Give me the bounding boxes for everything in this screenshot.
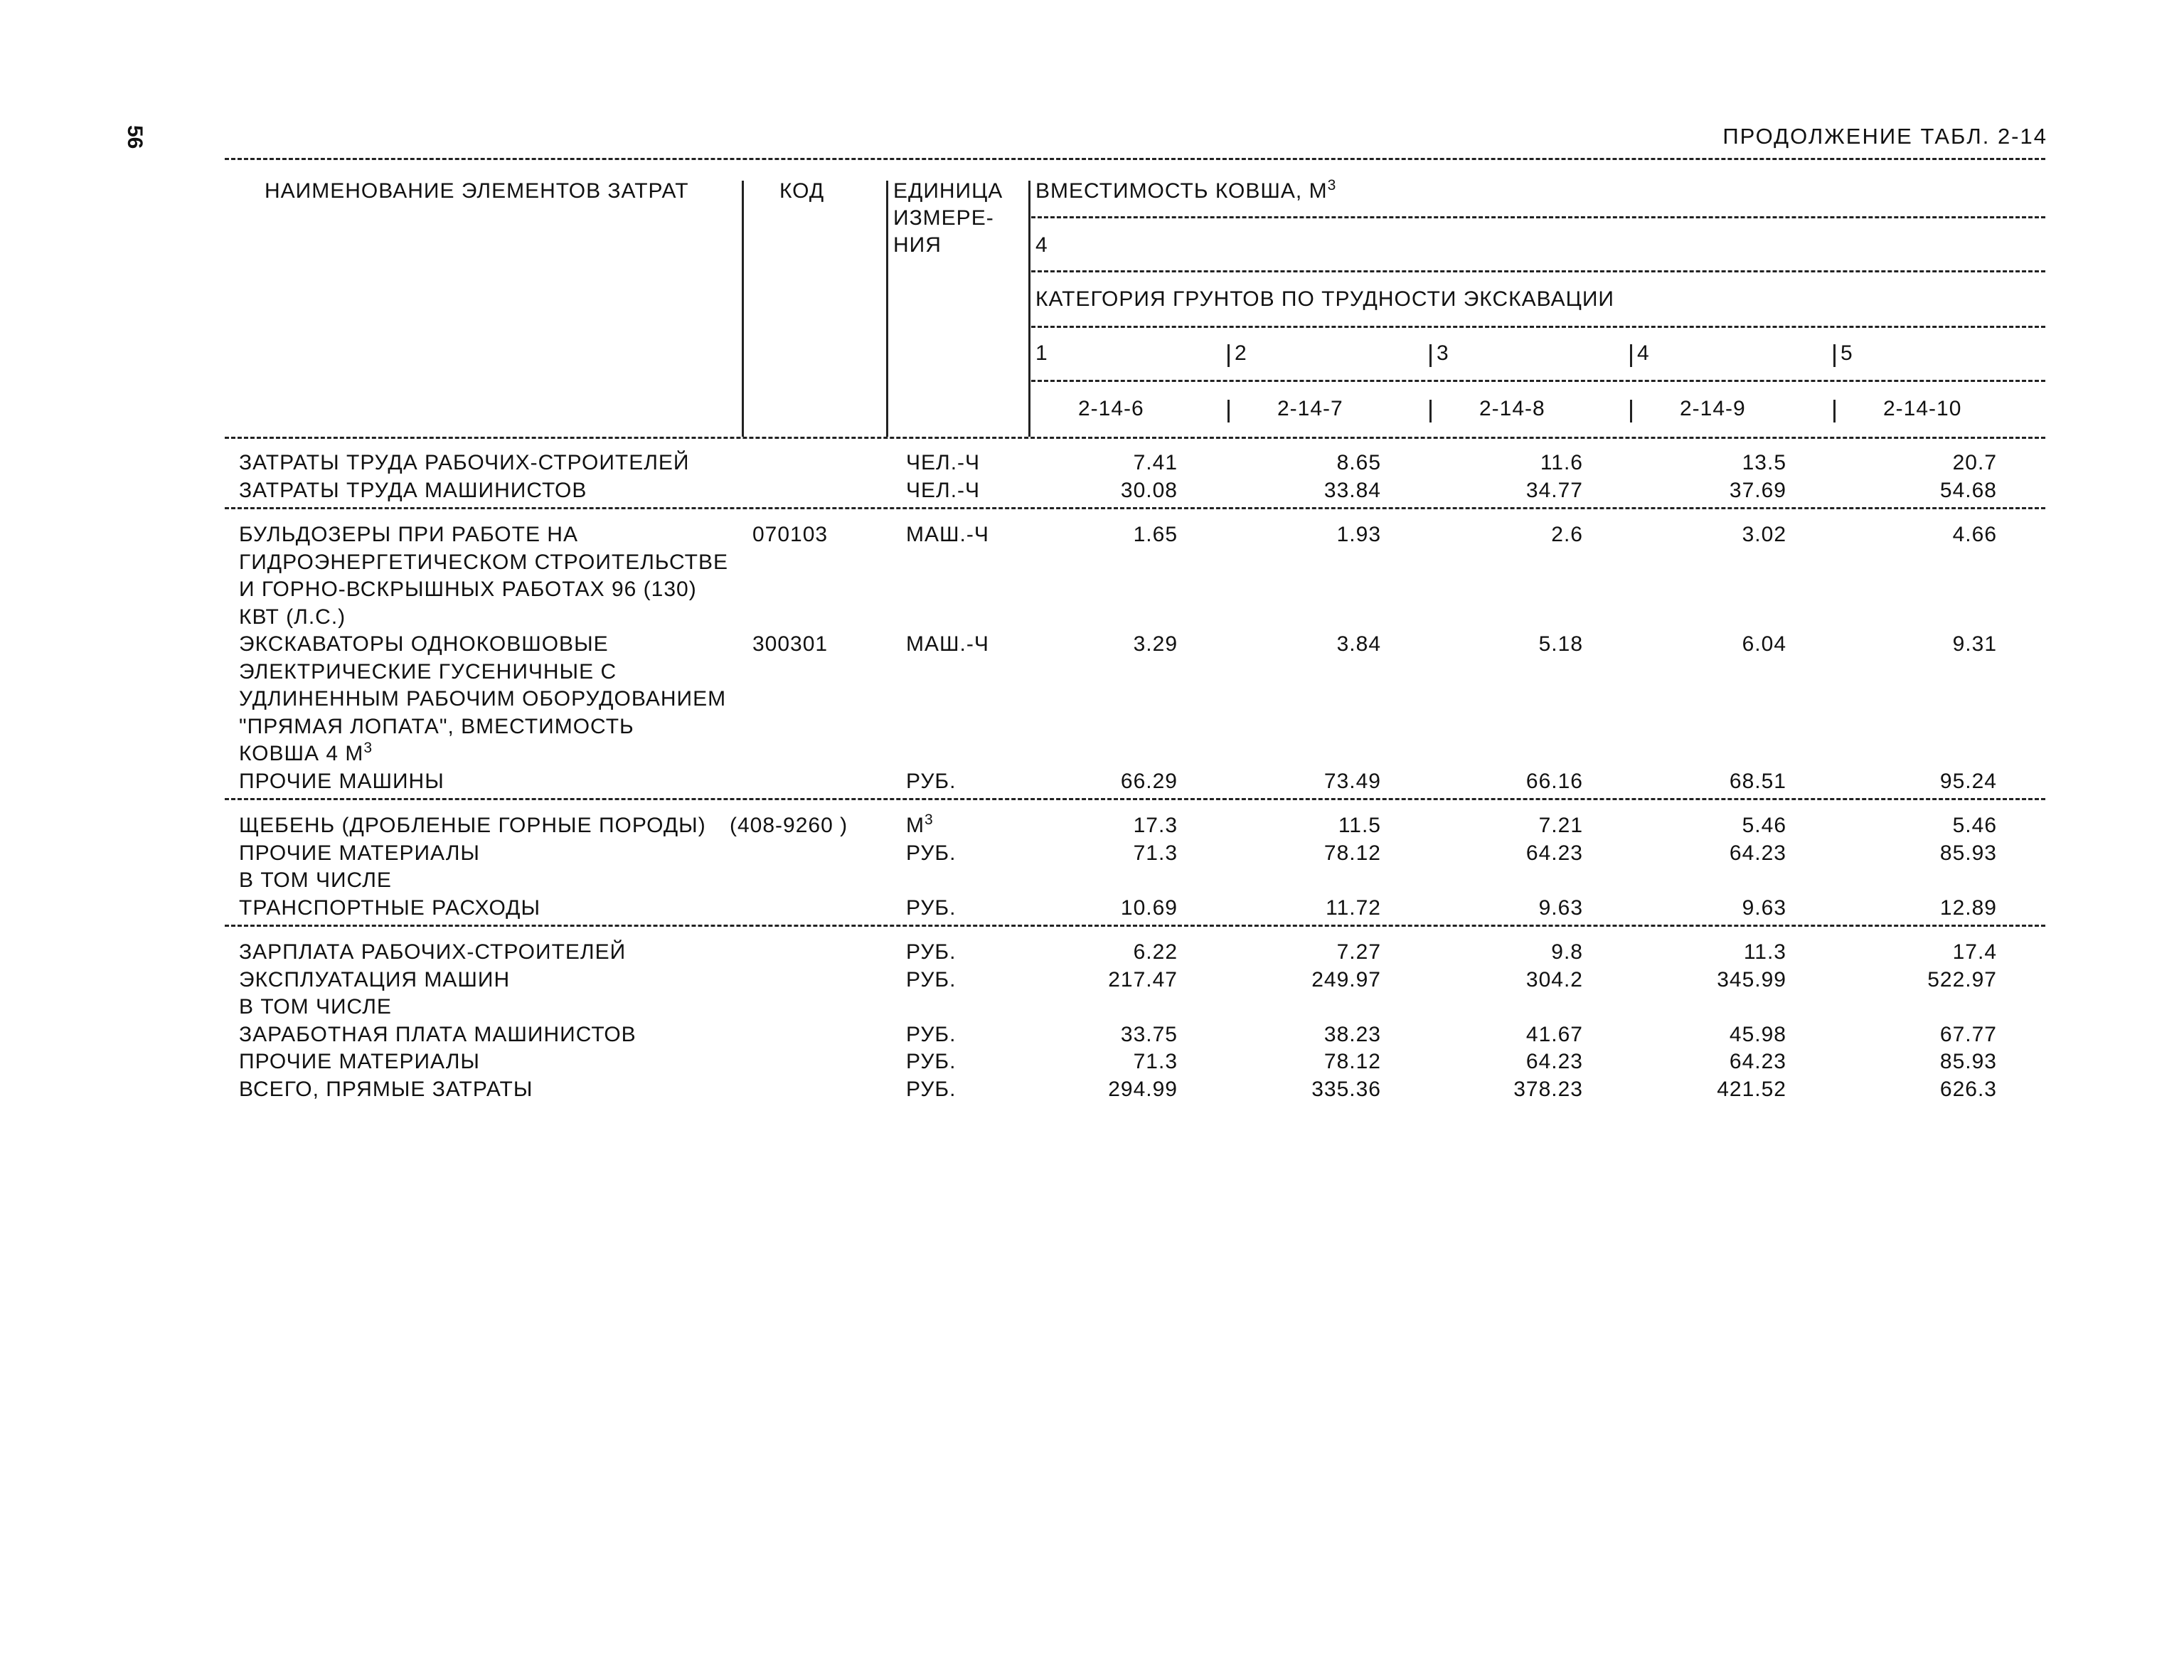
row-name: ПРОЧИЕ МАТЕРИАЛЫ <box>239 1050 480 1073</box>
row-value: 1.93 <box>1336 523 1381 546</box>
row-name: ЭЛЕКТРИЧЕСКИЕ ГУСЕНИЧНЫЕ С <box>239 659 617 684</box>
row-value: 95.24 <box>1939 769 1997 793</box>
soil-category-5: 5 <box>1841 341 1853 365</box>
table-caption: ПРОДОЛЖЕНИЕ ТАБЛ. 2-14 <box>1722 124 2047 149</box>
row-value: 11.5 <box>1338 814 1381 837</box>
row-value: 10.69 <box>1120 895 1178 920</box>
category-separator <box>1833 344 1836 367</box>
header-code-column: КОД <box>779 179 825 203</box>
row-name: БУЛЬДОЗЕРЫ ПРИ РАБОТЕ НА <box>239 523 578 546</box>
row-value: 249.97 <box>1311 967 1381 991</box>
row-value: 11.6 <box>1540 451 1583 474</box>
soil-category-4: 4 <box>1637 341 1650 365</box>
row-name: ЗАТРАТЫ ТРУДА РАБОЧИХ-СТРОИТЕЛЕЙ <box>239 451 690 474</box>
row-value: 1.65 <box>1133 523 1178 546</box>
row-name: ГИДРОЭНЕРГЕТИЧЕСКОМ СТРОИТЕЛЬСТВЕ <box>239 550 728 574</box>
row-value: 6.22 <box>1133 940 1178 964</box>
row-value: 33.84 <box>1323 478 1381 502</box>
cost-table <box>225 158 2045 1154</box>
row-unit: РУБ. <box>906 940 957 964</box>
row-unit: РУБ. <box>906 967 957 991</box>
header-unit-line-1: ЕДИНИЦА <box>893 179 1003 203</box>
row-name: В ТОМ ЧИСЛЕ <box>239 868 392 892</box>
row-name: ПРОЧИЕ МАТЕРИАЛЫ <box>239 841 480 865</box>
row-value: 30.08 <box>1120 478 1178 502</box>
norm-code-2-14-7: 2-14-7 <box>1277 397 1343 420</box>
row-unit: РУБ. <box>906 841 957 865</box>
row-value: 3.84 <box>1336 632 1381 656</box>
soil-category-2: 2 <box>1235 341 1247 365</box>
norm-code-2-14-9: 2-14-9 <box>1680 397 1746 420</box>
row-code: 300301 <box>752 632 829 656</box>
header-separator <box>1028 181 1030 437</box>
bucket-capacity-value: 4 <box>1035 233 1048 257</box>
row-value: 85.93 <box>1939 841 1997 865</box>
header-unit-line-2: ИЗМЕРЕ- <box>893 206 994 230</box>
row-unit: ЧЕЛ.-Ч <box>906 451 981 474</box>
header-rule <box>1031 270 2045 272</box>
row-unit: РУБ. <box>906 895 957 920</box>
row-value: 304.2 <box>1525 967 1583 991</box>
header-separator <box>742 181 744 437</box>
row-name: ЩЕБЕНЬ (ДРОБЛЕНЫЕ ГОРНЫЕ ПОРОДЫ) <box>239 814 706 837</box>
superscript-3: 3 <box>925 812 934 828</box>
code-separator <box>1429 400 1432 422</box>
row-value: 54.68 <box>1939 478 1997 502</box>
superscript-3: 3 <box>363 740 373 756</box>
row-code: 070103 <box>752 523 829 546</box>
row-value: 78.12 <box>1323 1050 1381 1073</box>
row-value: 45.98 <box>1729 1022 1786 1046</box>
row-value: 33.75 <box>1120 1022 1178 1046</box>
row-name: ЗАРАБОТНАЯ ПЛАТА МАШИНИСТОВ <box>239 1022 636 1046</box>
soil-category-1: 1 <box>1035 341 1048 365</box>
row-value: 7.27 <box>1336 940 1381 964</box>
row-unit: РУБ. <box>906 1050 957 1073</box>
row-value: 11.72 <box>1326 895 1381 920</box>
header-bottom-rule <box>225 437 2045 439</box>
row-value: 8.65 <box>1336 451 1381 474</box>
row-value: 7.41 <box>1133 451 1178 474</box>
row-value: 345.99 <box>1717 967 1786 991</box>
row-value: 522.97 <box>1927 967 1997 991</box>
row-value: 5.18 <box>1538 632 1583 656</box>
row-value: 626.3 <box>1939 1077 1997 1101</box>
category-separator <box>1429 344 1432 367</box>
category-separator <box>1227 344 1230 367</box>
norm-code-2-14-8: 2-14-8 <box>1479 397 1545 420</box>
row-value: 17.4 <box>1952 940 1997 964</box>
norm-code-2-14-10: 2-14-10 <box>1883 397 1962 420</box>
soil-category-label: КАТЕГОРИЯ ГРУНТОВ ПО ТРУДНОСТИ ЭКСКАВАЦИИ <box>1035 287 1614 311</box>
row-name: ЭКСКАВАТОРЫ ОДНОКОВШОВЫЕ <box>239 632 609 656</box>
row-value: 3.02 <box>1742 523 1786 546</box>
header-rule <box>1031 216 2045 218</box>
row-value: 73.49 <box>1323 769 1381 793</box>
category-separator <box>1630 344 1632 367</box>
row-value: 294.99 <box>1108 1077 1178 1101</box>
row-name: ЗАРПЛАТА РАБОЧИХ-СТРОИТЕЛЕЙ <box>239 940 627 964</box>
row-name: И ГОРНО-ВСКРЫШНЫХ РАБОТАХ 96 (130) <box>239 578 697 601</box>
row-value: 78.12 <box>1323 841 1381 865</box>
row-value: 9.63 <box>1742 895 1786 920</box>
row-unit: ЧЕЛ.-Ч <box>906 478 981 502</box>
row-value: 13.5 <box>1742 451 1786 474</box>
row-unit: МАШ.-Ч <box>906 523 989 546</box>
row-value: 38.23 <box>1323 1022 1381 1046</box>
code-separator <box>1227 400 1230 422</box>
table-top-rule <box>225 158 2045 160</box>
row-value: 17.3 <box>1133 814 1178 837</box>
row-value: 41.67 <box>1525 1022 1583 1046</box>
row-name: ЭКСПЛУАТАЦИЯ МАШИН <box>239 967 511 991</box>
code-separator <box>1833 400 1836 422</box>
row-value: 335.36 <box>1311 1077 1381 1101</box>
row-name: В ТОМ ЧИСЛЕ <box>239 995 392 1019</box>
row-value: 64.23 <box>1525 1050 1583 1073</box>
row-value: 378.23 <box>1513 1077 1583 1101</box>
row-unit: МАШ.-Ч <box>906 632 989 656</box>
row-value: 5.46 <box>1742 814 1786 837</box>
row-value: 64.23 <box>1729 1050 1786 1073</box>
row-name: КОВША 4 $М^3$ <box>239 740 373 765</box>
row-value: 3.29 <box>1133 632 1178 656</box>
soil-category-3: 3 <box>1437 341 1449 365</box>
header-rule <box>1031 326 2045 328</box>
row-value: 6.04 <box>1742 632 1786 656</box>
header-name-column: НАИМЕНОВАНИЕ ЭЛЕМЕНТОВ ЗАТРАТ <box>265 179 689 203</box>
row-value: 2.6 <box>1551 523 1583 546</box>
row-value: 421.52 <box>1717 1077 1786 1101</box>
row-unit: $М^3$ <box>906 812 934 837</box>
row-name: ВСЕГО, ПРЯМЫЕ ЗАТРАТЫ <box>239 1077 533 1101</box>
row-value: 217.47 <box>1108 967 1178 991</box>
row-value: 12.89 <box>1939 895 1997 920</box>
row-name: "ПРЯМАЯ ЛОПАТА", ВМЕСТИМОСТЬ <box>239 714 634 738</box>
row-value: 64.23 <box>1729 841 1786 865</box>
row-value: 34.77 <box>1525 478 1583 502</box>
row-value: 85.93 <box>1939 1050 1997 1073</box>
norm-code-2-14-6: 2-14-6 <box>1078 397 1144 420</box>
header-rule <box>1031 380 2045 382</box>
row-value: 67.77 <box>1939 1022 1997 1046</box>
row-name: ПРОЧИЕ МАШИНЫ <box>239 769 444 793</box>
page-number: 56 <box>123 125 147 149</box>
row-value: 11.3 <box>1743 940 1786 964</box>
row-name: КВТ (Л.С.) <box>239 605 346 629</box>
section-rule <box>225 798 2045 800</box>
row-value: 20.7 <box>1952 451 1997 474</box>
section-rule <box>225 507 2045 509</box>
row-value: 9.31 <box>1952 632 1997 656</box>
row-value: 66.29 <box>1120 769 1178 793</box>
row-value: 5.46 <box>1952 814 1997 837</box>
row-value: 9.63 <box>1538 895 1583 920</box>
row-name: УДЛИНЕННЫМ РАБОЧИМ ОБОРУДОВАНИЕМ <box>239 687 727 711</box>
header-unit-line-3: НИЯ <box>893 233 942 257</box>
row-value: 9.8 <box>1551 940 1583 964</box>
row-value: 66.16 <box>1525 769 1583 793</box>
header-separator <box>886 181 888 437</box>
code-separator <box>1630 400 1632 422</box>
bucket-capacity-label: ВМЕСТИМОСТЬ КОВША, $М^3$ <box>1035 177 1337 203</box>
row-value: 64.23 <box>1525 841 1583 865</box>
row-value: 37.69 <box>1729 478 1786 502</box>
row-unit: РУБ. <box>906 1077 957 1101</box>
section-rule <box>225 925 2045 927</box>
row-value: 71.3 <box>1133 1050 1178 1073</box>
row-value: 4.66 <box>1952 523 1997 546</box>
row-name: ЗАТРАТЫ ТРУДА МАШИНИСТОВ <box>239 478 587 502</box>
row-unit: РУБ. <box>906 769 957 793</box>
row-unit: РУБ. <box>906 1022 957 1046</box>
row-code: (408-9260 ) <box>730 814 848 837</box>
row-name: ТРАНСПОРТНЫЕ РАСХОДЫ <box>239 895 541 920</box>
row-value: 71.3 <box>1133 841 1178 865</box>
row-value: 7.21 <box>1538 814 1583 837</box>
row-value: 68.51 <box>1729 769 1786 793</box>
